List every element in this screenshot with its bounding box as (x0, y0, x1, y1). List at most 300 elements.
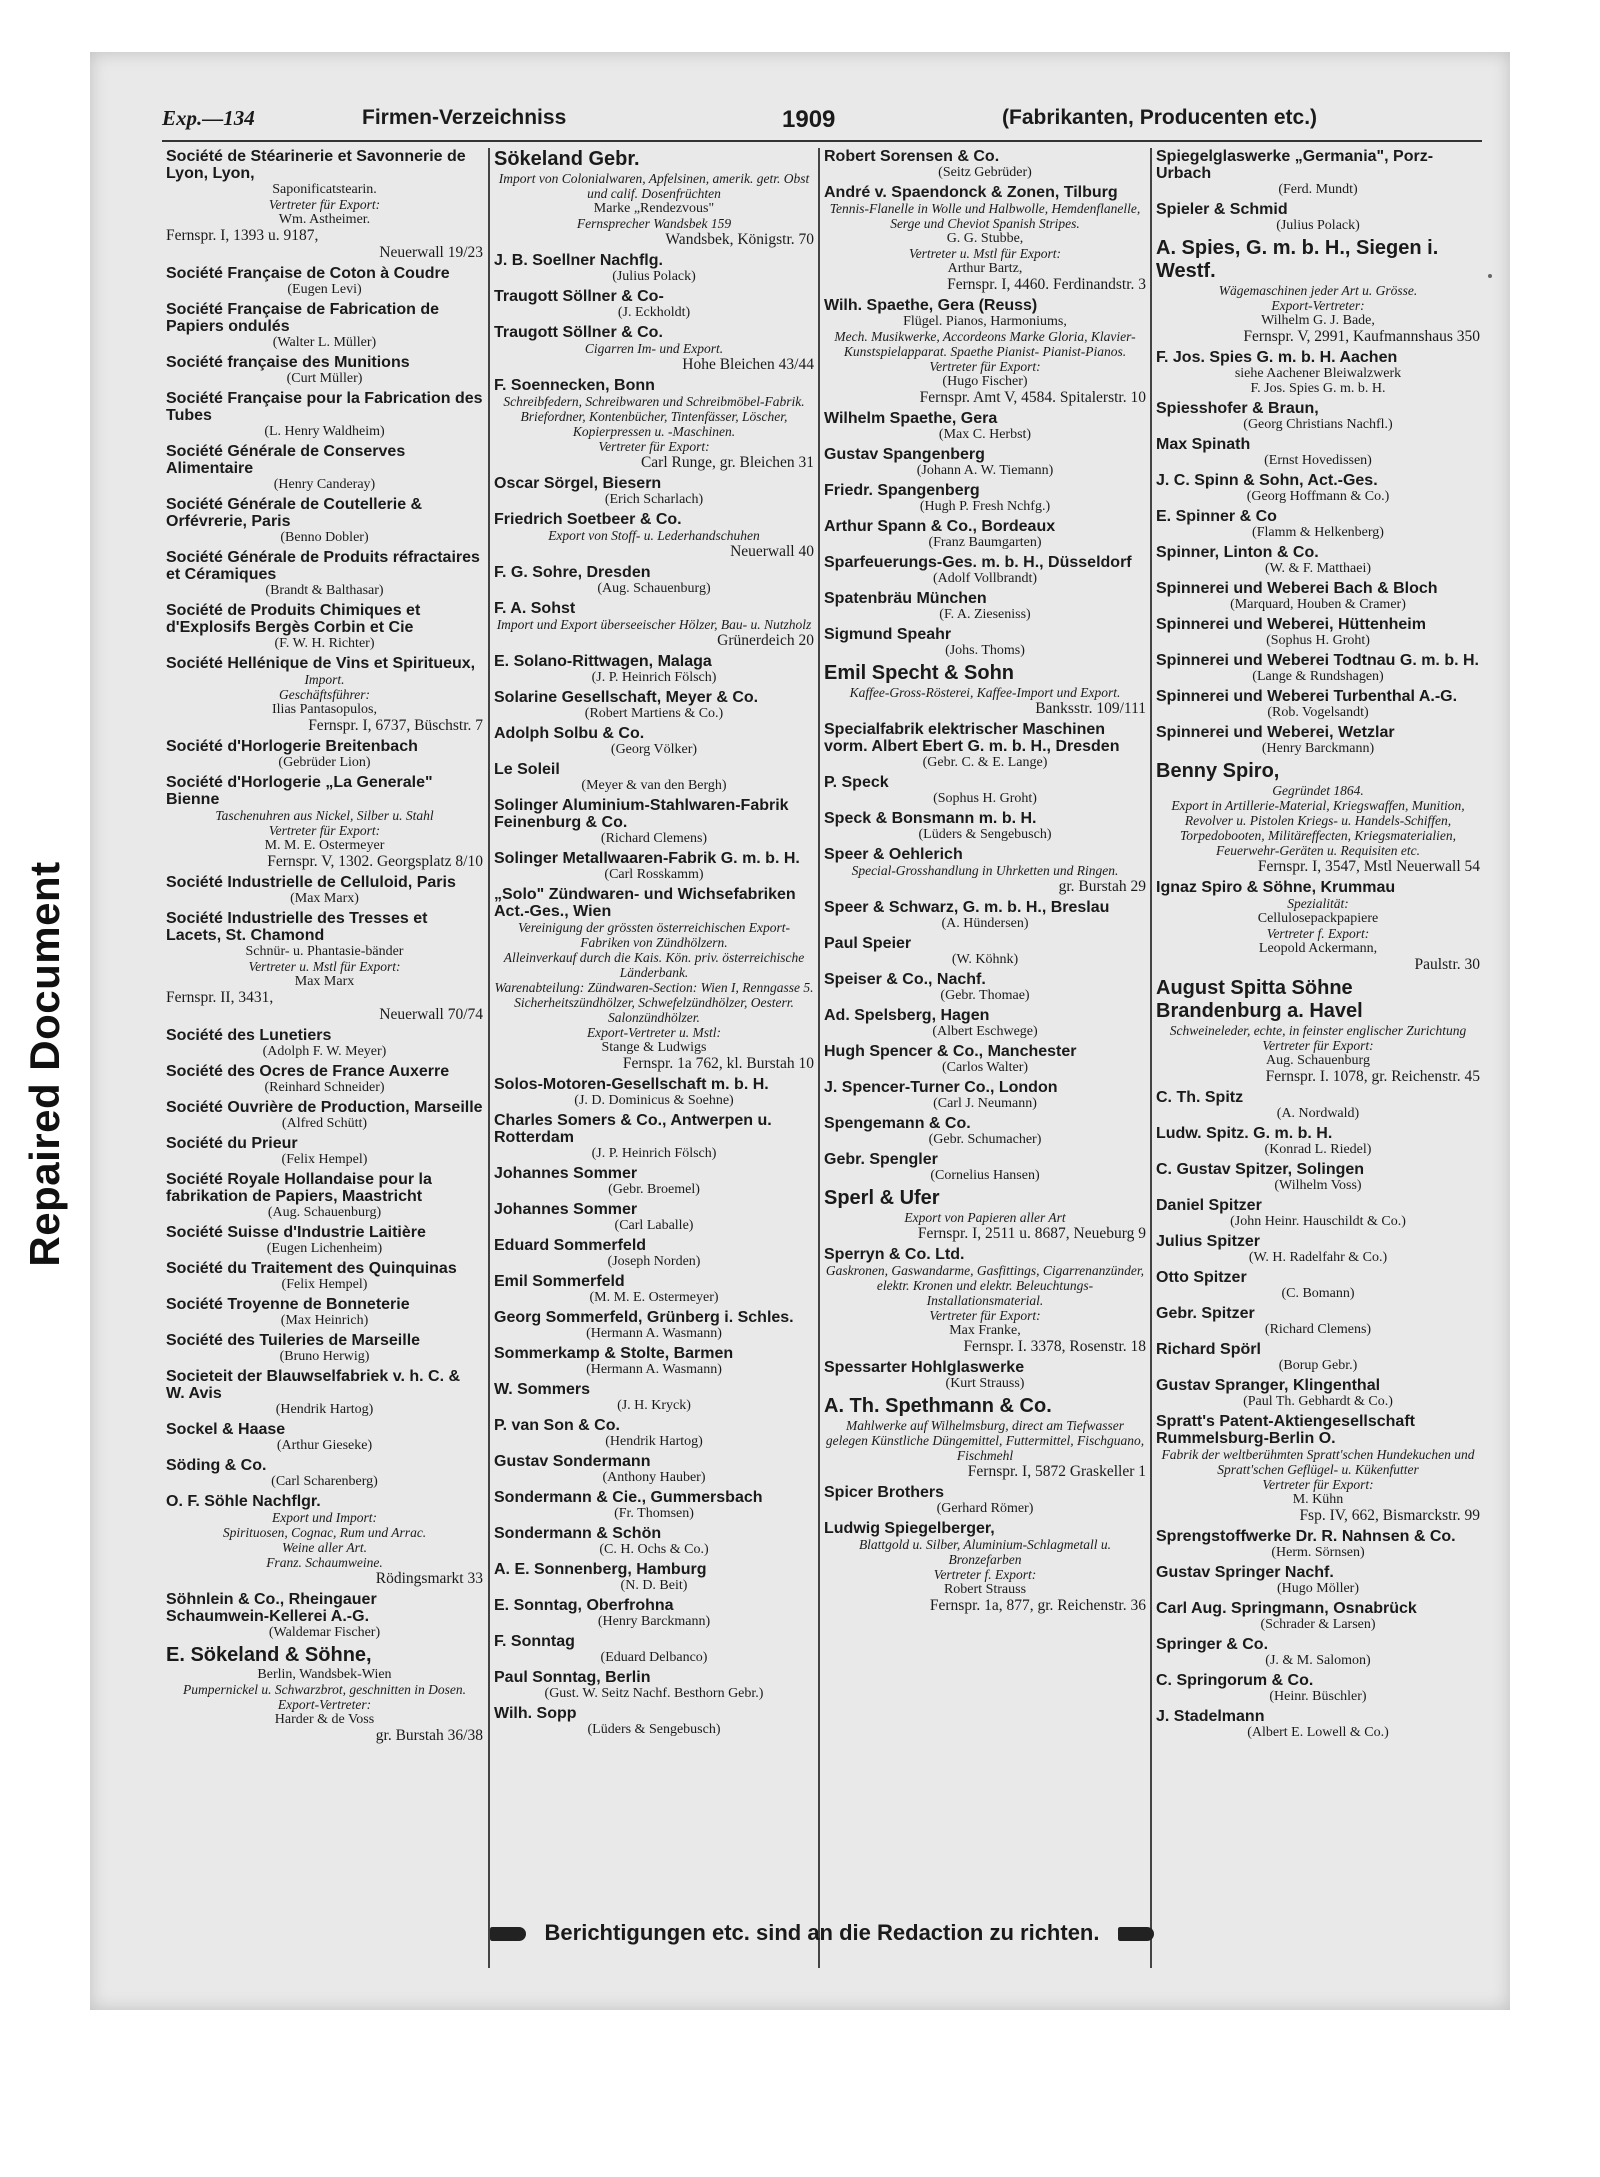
entry-detail: (Borup Gebr.) (1278, 1358, 1358, 1373)
entry-detail: Carl Runge, gr. Bleichen 31 (640, 454, 814, 471)
company-name: E. Sonntag, Oberfrohna (494, 1597, 674, 1614)
company-name: Société Troyenne de Bonneterie (166, 1296, 410, 1313)
entry-detail: Alleinverkauf durch die Kais. Kön. priv. österreichische Länderbank. (503, 950, 805, 980)
company-name: A. Spies, G. m. b. H., Siegen i. Westf. (1156, 237, 1439, 282)
company-name: F. G. Sohre, Dresden (494, 564, 651, 581)
company-name: Traugott Söllner & Co- (494, 288, 664, 305)
directory-entry (494, 1417, 814, 1449)
entry-detail: Berlin, Wandsbek-Wien (257, 1667, 392, 1682)
entry-detail: (J. H. Kryck) (617, 1398, 691, 1413)
company-name: Spessarter Hohlglaswerke (824, 1359, 1025, 1376)
company-name: J. B. Soellner Nachflg. (494, 252, 663, 269)
entry-detail: (Julius Polack) (612, 269, 696, 284)
directory-entry (824, 482, 1146, 514)
entry-detail: M. Kühn (1292, 1492, 1344, 1507)
company-name: Spinnerei und Weberei, Wetzlar (1156, 724, 1395, 741)
entry-detail: (Bruno Herwig) (279, 1349, 370, 1364)
directory-entry (824, 446, 1146, 478)
entry-detail: (Aug. Schauenburg) (267, 1205, 382, 1220)
entry-detail: (Franz Baumgarten) (928, 535, 1042, 550)
entry-detail: Warenabteilung: Zündwaren-Section: Wien I, Renngasse 5. Sicherheitszündhölzer, Schwefelzündhölzer, Oesterr. Salonzündhölzer. (494, 980, 814, 1025)
company-name: Société des Ocres de France Auxerre (166, 1063, 450, 1080)
company-name: Société Générale de Produits réfractaires et Céramiques (166, 549, 480, 583)
directory-entry (1156, 1089, 1480, 1121)
company-name: Société de Stéarinerie et Savonnerie de Lyon, Lyon, (166, 148, 466, 182)
entry-detail: G. G. Stubbe, (946, 231, 1024, 246)
directory-entry (494, 1633, 814, 1665)
company-name: Spinnerei und Weberei, Hüttenheim (1156, 616, 1426, 633)
entry-detail: (Arthur Gieseke) (276, 1438, 373, 1453)
company-name: Speiser & Co., Nachf. (824, 971, 986, 988)
directory-entry (1156, 201, 1480, 233)
directory-entry (494, 1345, 814, 1377)
directory-entry (494, 564, 814, 596)
entry-detail: (Walter L. Müller) (272, 335, 377, 350)
company-name: Société du Traitement des Quinquinas (166, 1260, 457, 1277)
directory-entry (824, 1115, 1146, 1147)
entry-detail: Marke „Rendezvous" (593, 201, 715, 216)
company-name: F. Soennecken, Bonn (494, 377, 655, 394)
entry-detail: siehe Aachener Bleiwalzwerk (1234, 366, 1402, 381)
company-name: Johannes Sommer (494, 1201, 638, 1218)
company-name: Speer & Schwarz, G. m. b. H., Breslau (824, 899, 1110, 916)
directory-entry (166, 549, 483, 598)
company-name: Traugott Söllner & Co. (494, 324, 663, 341)
entry-detail: Vertreter für Export: (598, 439, 710, 454)
entry-detail: (Lüders & Sengebusch) (918, 827, 1052, 842)
company-name: P. Speck (824, 774, 889, 791)
company-name: Solinger Aluminium-Stahlwaren-Fabrik Feinenburg & Co. (494, 797, 789, 831)
company-name: Gustav Spangenberg (824, 446, 985, 463)
directory-entry (1156, 1413, 1480, 1524)
entry-detail: Weine aller Art. (281, 1540, 368, 1555)
entry-detail: Stange & Ludwigs (601, 1040, 707, 1055)
directory-entry (166, 1260, 483, 1292)
entry-detail: Fernspr. I. 1078, gr. Reichenstr. 45 (1265, 1068, 1480, 1085)
directory-entry (824, 554, 1146, 586)
directory-entry (1156, 724, 1480, 756)
company-name: J. C. Spinn & Sohn, Act.-Ges. (1156, 472, 1378, 489)
company-name: Société des Lunetiers (166, 1027, 332, 1044)
directory-entry (166, 1296, 483, 1328)
directory-entry (1156, 1305, 1480, 1337)
directory-entry (1156, 652, 1480, 684)
entry-detail: (Carl J. Neumann) (933, 1096, 1037, 1111)
entry-detail: Blattgold u. Silber, Aluminium-Schlagmetall u. Bronzefarben (858, 1537, 1112, 1567)
entry-detail: (Johs. Thoms) (945, 643, 1025, 658)
entry-detail: (Hendrik Hartog) (605, 1434, 703, 1449)
entry-detail: Fsp. IV, 662, Bismarckstr. 99 (1299, 1507, 1480, 1524)
entry-detail: (Anthony Hauber) (602, 1470, 706, 1485)
entry-detail: Max Marx (294, 974, 355, 989)
entry-detail: (Curt Müller) (286, 371, 363, 386)
entry-detail: Vertreter f. Export: (1266, 926, 1370, 941)
entry-detail: (Henry Canderay) (273, 477, 376, 492)
directory-entry (166, 910, 483, 1023)
entry-detail: (Reinhard Schneider) (264, 1080, 385, 1095)
pointing-hand-icon (490, 1927, 526, 1941)
scan-dot (1488, 274, 1492, 278)
directory-entry (824, 184, 1146, 293)
company-name: Söding & Co. (166, 1457, 267, 1474)
entry-detail: Vertreter für Export: (1262, 1477, 1374, 1492)
page-number: Exp.—134 (162, 106, 255, 130)
directory-entry (494, 1669, 814, 1701)
company-name: Sondermann & Schön (494, 1525, 662, 1542)
directory-entry (494, 797, 814, 846)
directory-entry (166, 1421, 483, 1453)
entry-detail: Neuerwall 19/23 (379, 244, 483, 261)
entry-detail: (Georg Völker) (610, 742, 698, 757)
directory-entry (494, 377, 814, 471)
entry-detail: (Rob. Vogelsandt) (1267, 705, 1369, 720)
footer-note (162, 1920, 1482, 1946)
entry-detail: (M. M. E. Ostermeyer) (589, 1290, 719, 1305)
entry-detail: (Hendrik Hartog) (275, 1402, 374, 1417)
entry-detail: Pumpernickel u. Schwarzbrot, geschnitten in Dosen. (183, 1682, 466, 1697)
entry-detail: Export-Vertreter: (1271, 298, 1365, 313)
directory-entry (494, 288, 814, 320)
entry-detail: Export und Import: (272, 1510, 377, 1525)
company-name: Spinnerei und Weberei Todtnau G. m. b. H. (1156, 652, 1479, 669)
entry-detail: (F. A. Zieseniss) (939, 607, 1031, 622)
entry-detail: Vertreter u. Mstl für Export: (248, 959, 401, 974)
directory-entry (494, 1705, 814, 1737)
entry-detail: Fernspr. I, 1393 u. 9187, (166, 227, 319, 244)
company-name: Société Française pour la Fabrication des Tubes (166, 390, 483, 424)
company-name: Paul Speier (824, 935, 912, 952)
entry-detail: Vertreter u. Mstl für Export: (908, 246, 1062, 261)
directory-entry (1156, 1269, 1480, 1301)
company-name: Sperl & Ufer (824, 1187, 940, 1209)
directory-entry (166, 1135, 483, 1167)
entry-detail: (Wilhelm Voss) (1274, 1178, 1362, 1193)
directory-entry (494, 850, 814, 882)
entry-detail: Fernspr. 1a 762, kl. Burstah 10 (622, 1055, 814, 1072)
company-name: Georg Sommerfeld, Grünberg i. Schles. (494, 1309, 794, 1326)
company-name: Carl Aug. Springmann, Osnabrück (1156, 1600, 1417, 1617)
company-name: Solinger Metallwaaren-Fabrik G. m. b. H. (494, 850, 800, 867)
entry-detail: (L. Henry Waldheim) (264, 424, 385, 439)
company-name: Société d'Horlogerie Breitenbach (166, 738, 418, 755)
page-year: 1909 (782, 106, 836, 133)
entry-detail: (Aug. Schauenburg) (597, 581, 711, 596)
entry-detail: (Max C. Herbst) (938, 427, 1032, 442)
entry-detail: (Carl Rosskamm) (604, 867, 704, 882)
entry-detail: Fernspr. V, 2991, Kaufmannshaus 350 (1243, 328, 1480, 345)
company-name: Söhnlein & Co., Rheingauer Schaumwein-Kellerei A.-G. (166, 1591, 377, 1625)
company-name: Sparfeuerungs-Ges. m. b. H., Düsseldorf (824, 554, 1132, 571)
entry-detail: (Hugo Möller) (1276, 1581, 1360, 1596)
entry-detail: (Alfred Schütt) (281, 1116, 368, 1131)
entry-detail: (Herm. Sörnsen) (1271, 1545, 1365, 1560)
pointing-hand-icon (1118, 1927, 1154, 1941)
entry-detail: gr. Burstah 36/38 (375, 1727, 483, 1744)
directory-entry (1156, 544, 1480, 576)
entry-detail: (Henry Barckmann) (1261, 741, 1375, 756)
directory-entry (1156, 237, 1480, 345)
entry-detail: (Gebr. Schumacher) (928, 1132, 1042, 1147)
entry-detail: Fernspr. Amt V, 4584. Spitalerstr. 10 (919, 389, 1146, 406)
entry-detail: Rödingsmarkt 33 (375, 1570, 483, 1587)
directory-entry (1156, 760, 1480, 875)
column-2 (488, 148, 818, 1968)
entry-detail: Vertreter für Export: (929, 1308, 1041, 1323)
directory-entry (166, 301, 483, 350)
directory-entry (1156, 1708, 1480, 1740)
directory-entry (494, 886, 814, 1072)
entry-detail: (Flamm & Helkenberg) (1252, 525, 1384, 540)
company-name: Robert Sorensen & Co. (824, 148, 1000, 165)
company-name: Spiegelglaswerke „Germania", Porz-Urbach (1156, 148, 1434, 182)
entry-detail: Paulstr. 30 (1414, 956, 1480, 973)
entry-detail: (Carl Laballe) (614, 1218, 694, 1233)
company-name: André v. Spaendonck & Zonen, Tilburg (824, 184, 1118, 201)
entry-detail: Arthur Bartz, (947, 261, 1023, 276)
company-name: Friedr. Spangenberg (824, 482, 980, 499)
entry-detail: (Meyer & van den Bergh) (581, 778, 727, 793)
directory-entry (494, 653, 814, 685)
directory-entry (824, 1359, 1146, 1391)
entry-detail: Export von Stoff- u. Lederhandschuhen (548, 528, 760, 543)
company-name: Springer & Co. (1156, 1636, 1269, 1653)
entry-detail: (Marquard, Houben & Cramer) (1230, 597, 1406, 612)
company-name: Société Française de Fabrication de Papiers ondulés (166, 301, 439, 335)
directory-entry (166, 1644, 483, 1744)
entry-detail: Schreibfedern, Schreibwaren und Schreibmöbel-Fabrik. Briefordner, Kontenbücher, Tintenfässer, Löscher, Kopierpressen u. -Maschinen. (503, 394, 805, 439)
entry-detail: (Hermann A. Wasmann) (586, 1362, 722, 1377)
entry-detail: Spezialität: (1287, 896, 1349, 911)
entry-detail: Max Franke, (949, 1323, 1021, 1338)
entry-detail: (Henry Barckmann) (597, 1614, 711, 1629)
entry-detail: (A. Nordwald) (1276, 1106, 1360, 1121)
directory-entry (824, 1079, 1146, 1111)
entry-detail: (J. P. Heinrich Fölsch) (591, 670, 717, 685)
page-title: Firmen-Verzeichniss (362, 106, 567, 129)
entry-detail: (Gebr. Broemel) (608, 1182, 700, 1197)
entry-detail: (C. H. Ochs & Co.) (599, 1542, 709, 1557)
company-name: W. Sommers (494, 1381, 591, 1398)
entry-detail: (Max Heinrich) (280, 1313, 369, 1328)
directory-entry (494, 1453, 814, 1485)
directory-entry (494, 1597, 814, 1629)
directory-entry (1156, 1341, 1480, 1373)
entry-detail: (A. Hündersen) (941, 916, 1029, 931)
company-name: Société du Prieur (166, 1135, 298, 1152)
company-name: Société de Produits Chimiques et d'Explosifs Bergès Corbin et Cie (166, 602, 421, 636)
company-name: F. Jos. Spies G. m. b. H. Aachen (1156, 349, 1398, 366)
entry-detail: Aug. Schauenburg (1266, 1053, 1370, 1068)
entry-detail: Franz. Schaumweine. (266, 1555, 383, 1570)
entry-detail: Fernspr. 1a, 877, gr. Reichenstr. 36 (929, 1597, 1146, 1614)
directory-entry (824, 626, 1146, 658)
company-name: Friedrich Soetbeer & Co. (494, 511, 682, 528)
company-name: Sommerkamp & Stolte, Barmen (494, 1345, 734, 1362)
directory-entry (824, 1187, 1146, 1242)
directory-entry (166, 1591, 483, 1640)
directory-entry (1156, 436, 1480, 468)
entry-detail: Robert Strauss (943, 1582, 1027, 1597)
entry-detail: (Felix Hempel) (281, 1152, 368, 1167)
entry-detail: Spirituosen, Cognac, Rum und Arrac. (222, 1525, 427, 1540)
entry-detail: Banksstr. 109/111 (1035, 700, 1146, 717)
entry-detail: Vereinigung der grössten österreichischen Export-Fabriken von Zündhölzern. (518, 920, 790, 950)
directory-entry (824, 590, 1146, 622)
directory-entry (824, 518, 1146, 550)
entry-detail: (Joseph Norden) (607, 1254, 701, 1269)
company-name: Emil Sommerfeld (494, 1273, 625, 1290)
directory-entry (494, 1237, 814, 1269)
entry-detail: Export-Vertreter: (277, 1697, 372, 1712)
directory-entry (494, 1201, 814, 1233)
company-name: Spinner, Linton & Co. (1156, 544, 1319, 561)
entry-detail: Import. (304, 672, 345, 687)
company-name: Specialfabrik elektrischer Maschinen vorm. Albert Ebert G. m. b. H., Dresden (824, 721, 1120, 755)
page-subtitle: (Fabrikanten, Producenten etc.) (1002, 106, 1318, 129)
entry-detail: (Schrader & Larsen) (1260, 1617, 1376, 1632)
entry-detail: Export von Papieren aller Art (904, 1210, 1066, 1225)
entry-detail: (F. W. H. Richter) (274, 636, 375, 651)
company-name: Spicer Brothers (824, 1484, 945, 1501)
directory-entry (494, 1561, 814, 1593)
directory-entry (1156, 977, 1480, 1085)
column-1 (162, 148, 487, 1968)
directory-entry (494, 725, 814, 757)
directory-entry (824, 410, 1146, 442)
entry-detail: (Johann A. W. Tiemann) (916, 463, 1054, 478)
entry-detail: (W. & F. Matthaei) (1264, 561, 1372, 576)
entry-detail: Vertreter f. Export: (933, 1567, 1037, 1582)
company-name: Solos-Motoren-Gesellschaft m. b. H. (494, 1076, 769, 1093)
entry-detail: (Fr. Thomsen) (614, 1506, 694, 1521)
company-name: Spatenbräu München (824, 590, 987, 607)
company-name: Emil Specht & Sohn (824, 662, 1015, 684)
directory-entry (824, 1043, 1146, 1075)
directory-entry (824, 846, 1146, 895)
column-3 (818, 148, 1150, 1968)
entry-detail: (Albert Eschwege) (932, 1024, 1038, 1039)
entry-detail: Neuerwall 40 (730, 543, 814, 560)
company-name: C. Th. Spitz (1156, 1089, 1244, 1106)
entry-detail: Neuerwall 70/74 (379, 1006, 483, 1023)
company-name: Speer & Oehlerich (824, 846, 963, 863)
directory-entry (824, 1484, 1146, 1516)
entry-detail: Geschäftsführer: (279, 687, 370, 702)
entry-detail: Import von Colonialwaren, Apfelsinen, amerik. getr. Obst und calif. Dosenfrüchten (498, 171, 810, 201)
entry-detail: (Waldemar Fischer) (268, 1625, 381, 1640)
directory-entry (824, 721, 1146, 770)
entry-detail: (Gebrüder Lion) (278, 755, 371, 770)
company-name: Spiesshofer & Braun, (1156, 400, 1319, 417)
company-name: Le Soleil (494, 761, 560, 778)
directory-entry (166, 1368, 483, 1417)
entry-detail: (Hugo Fischer) (942, 374, 1028, 389)
entry-detail: Vertreter für Export: (929, 359, 1041, 374)
company-name: E. Solano-Rittwagen, Malaga (494, 653, 712, 670)
company-name: Société Royale Hollandaise pour la fabrikation de Papiers, Maastricht (166, 1171, 432, 1205)
entry-detail: (Hermann A. Wasmann) (586, 1326, 722, 1341)
entry-detail: (Cornelius Hansen) (930, 1168, 1040, 1183)
entry-detail: Cigarren Im- und Export. (584, 341, 724, 356)
company-name: Ad. Spelsberg, Hagen (824, 1007, 990, 1024)
entry-detail: (Max Marx) (290, 891, 359, 906)
directory-entry (166, 354, 483, 386)
entry-detail: Hohe Bleichen 43/44 (682, 356, 814, 373)
entry-detail: Cellulosepackpapiere (1257, 911, 1379, 926)
entry-detail: Fernspr. I, 5872 Graskeller 1 (967, 1463, 1146, 1480)
directory-entry (1156, 879, 1480, 973)
company-name: Hugh Spencer & Co., Manchester (824, 1043, 1077, 1060)
directory-entry (494, 1112, 814, 1161)
directory-entry (494, 1076, 814, 1108)
directory-entry (824, 148, 1146, 180)
entry-detail: Schweineleder, echte, in feinster englischer Zurichtung (1169, 1023, 1467, 1038)
company-name: Ludw. Spitz. G. m. b. H. (1156, 1125, 1333, 1142)
company-name: Paul Sonntag, Berlin (494, 1669, 651, 1686)
entry-detail: Import und Export überseeischer Hölzer, Bau- u. Nutzholz (496, 617, 812, 632)
directory-entry (824, 1151, 1146, 1183)
entry-detail: (Eduard Delbanco) (600, 1650, 708, 1665)
company-name: Eduard Sommerfeld (494, 1237, 647, 1254)
directory-entry (166, 602, 483, 651)
company-name: Johannes Sommer (494, 1165, 638, 1182)
entry-detail: (C. Bomann) (1281, 1286, 1355, 1301)
company-name: Max Spinath (1156, 436, 1251, 453)
company-name: Gustav Springer Nachf. (1156, 1564, 1334, 1581)
company-name: August Spitta Söhne Brandenburg a. Havel (1156, 977, 1363, 1022)
company-name: Richard Spörl (1156, 1341, 1261, 1358)
company-name: E. Sökeland & Söhne, (166, 1644, 372, 1666)
entry-detail: (J. P. Heinrich Fölsch) (591, 1146, 717, 1161)
entry-detail: (Sophus H. Groht) (1266, 633, 1370, 648)
entry-detail: (J. & M. Salomon) (1265, 1653, 1371, 1668)
company-name: Spinnerei und Weberei Turbenthal A.-G. (1156, 688, 1458, 705)
company-name: Sperryn & Co. Ltd. (824, 1246, 965, 1263)
company-name: Société Industrielle de Celluloid, Paris (166, 874, 456, 891)
directory-entry (166, 1457, 483, 1489)
entry-detail: (Heinr. Büschler) (1269, 1689, 1367, 1704)
company-name: F. A. Sohst (494, 600, 576, 617)
directory-entry (166, 1224, 483, 1256)
directory-entry (1156, 400, 1480, 432)
company-name: „Solo" Zündwaren- und Wichsefabriken Act.-Ges., Wien (494, 886, 796, 920)
entry-detail: Special-Grosshandlung in Uhrketten und Ringen. (851, 863, 1119, 878)
directory-entry (1156, 1672, 1480, 1704)
entry-detail: Fernspr. I. 3378, Rosenstr. 18 (963, 1338, 1146, 1355)
company-name: Société Générale de Coutellerie & Orfévrerie, Paris (166, 496, 423, 530)
directory-entry (824, 1246, 1146, 1355)
document-page (90, 52, 1510, 2010)
company-name: P. van Son & Co. (494, 1417, 620, 1434)
company-name: J. Stadelmann (1156, 1708, 1265, 1725)
company-name: Benny Spiro, (1156, 760, 1280, 782)
entry-detail: (Albert E. Lowell & Co.) (1247, 1725, 1389, 1740)
directory-entry (1156, 1233, 1480, 1265)
entry-detail: (John Heinr. Hauschildt & Co.) (1230, 1214, 1406, 1229)
directory-entry (1156, 1528, 1480, 1560)
directory-entry (494, 1273, 814, 1305)
entry-detail: Export in Artillerie-Material, Kriegswaffen, Munition, Revolver u. Pistolen Kriegs- u. Handels-Schiffen, Torpedobooten, Militäreffecten, Kriegsmaterialien, Feuerwehr-Geräten u. Requisiten etc. (1171, 798, 1465, 858)
entry-detail: Fernsprecher Wandsbek 159 (576, 216, 732, 231)
entry-detail: (Eugen Levi) (287, 282, 362, 297)
company-name: Wilh. Sopp (494, 1705, 577, 1722)
directory-entry (166, 774, 483, 870)
entry-detail: (Felix Hempel) (281, 1277, 368, 1292)
entry-detail: Wandsbek, Königstr. 70 (665, 231, 814, 248)
directory-entry (166, 443, 483, 492)
company-name: Gebr. Spengler (824, 1151, 938, 1168)
company-name: Société Hellénique de Vins et Spiritueux, (166, 655, 476, 672)
